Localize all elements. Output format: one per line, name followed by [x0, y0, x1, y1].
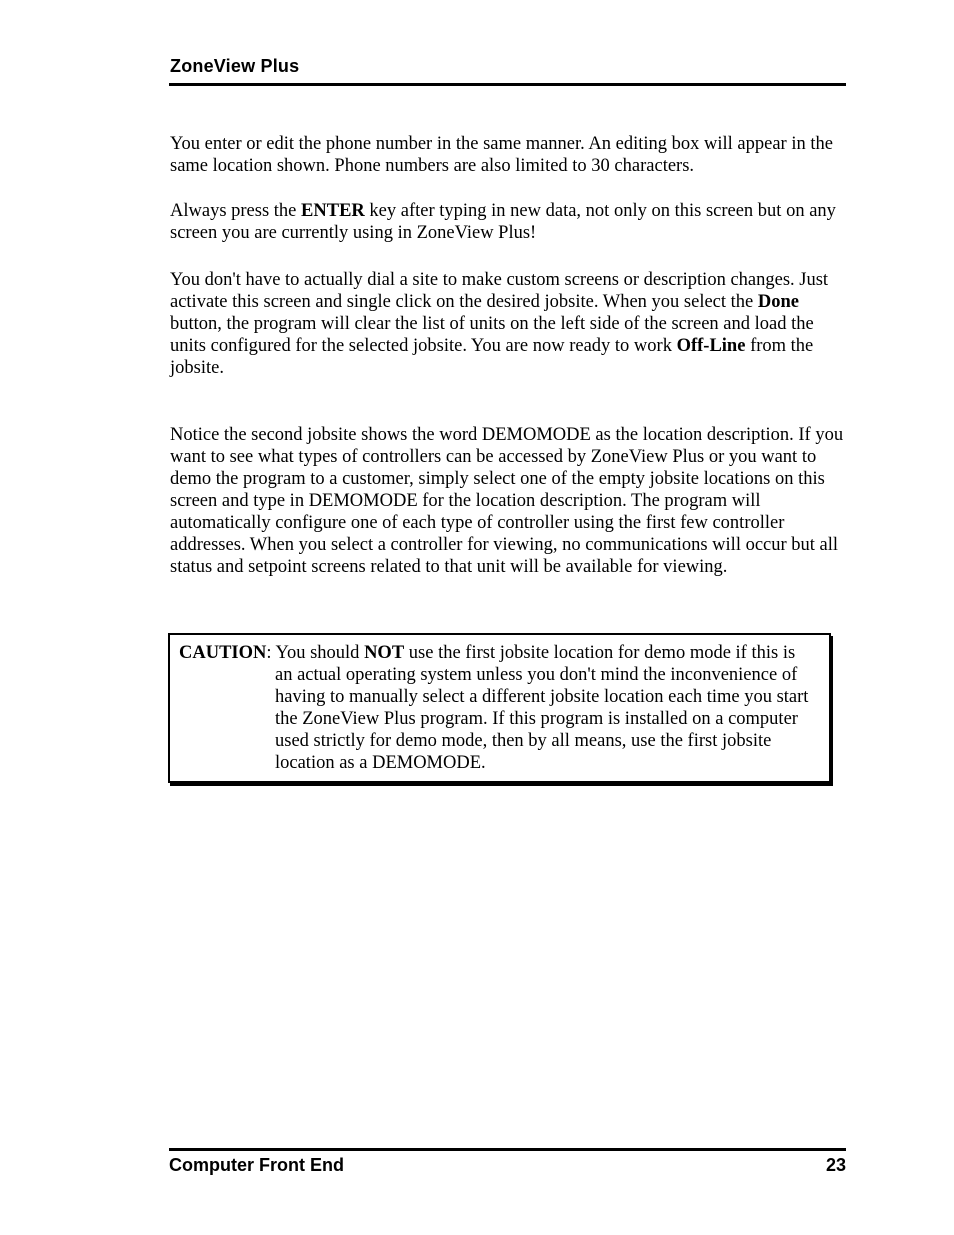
paragraph-enter-key: Always press the ENTER key after typing in new data, not only on this screen but on any screen you are currently using in ZoneView Plus! [170, 201, 836, 243]
header-rule [169, 83, 846, 86]
caution-text: CAUTION: You should NOT use the first jobsite location for demo mode if this is an actual operating system unless you don't mind the inconvenience of having to manually select a different jobsite location each time you start the ZoneView Plus program. If this program is installed on a computer used strictly for demo mode, then by all means, use the first jobsite location as a DEMOMODE. [179, 643, 809, 773]
footer-rule [169, 1148, 846, 1151]
page-footer [169, 1154, 846, 1176]
paragraph-offline-work: You don't have to actually dial a site to make custom screens or description changes. Just activate this screen and single click on the desired jobsite. When you select the Done button, the program will clear the list of units on the left side of the screen and load the units configured for the selected jobsite. You are now ready to work Off-Line from the jobsite. [170, 270, 829, 378]
footer-section-title: Computer Front End [169, 1155, 344, 1175]
caution-box [168, 633, 831, 783]
footer-page-number: 23 [825, 1155, 846, 1175]
page-header-title: ZoneView Plus [170, 56, 300, 76]
paragraph-demomode: Notice the second jobsite shows the word DEMOMODE as the location description. If you want to see what types of controllers can be accessed by ZoneView Plus or you want to demo the program to a customer, simply select one of the empty jobsite locations on this screen and type in DEMOMODE for the location description. The program will automatically configure one of each type of controller using the first few controller addresses. When you select a controller for viewing, no communications will occur but all status and setpoint screens related to that unit will be available for viewing. [170, 425, 844, 577]
paragraph-phone-number: You enter or edit the phone number in the same manner. An editing box will appear in the same location shown. Phone numbers are also limited to 30 characters. [170, 134, 833, 176]
